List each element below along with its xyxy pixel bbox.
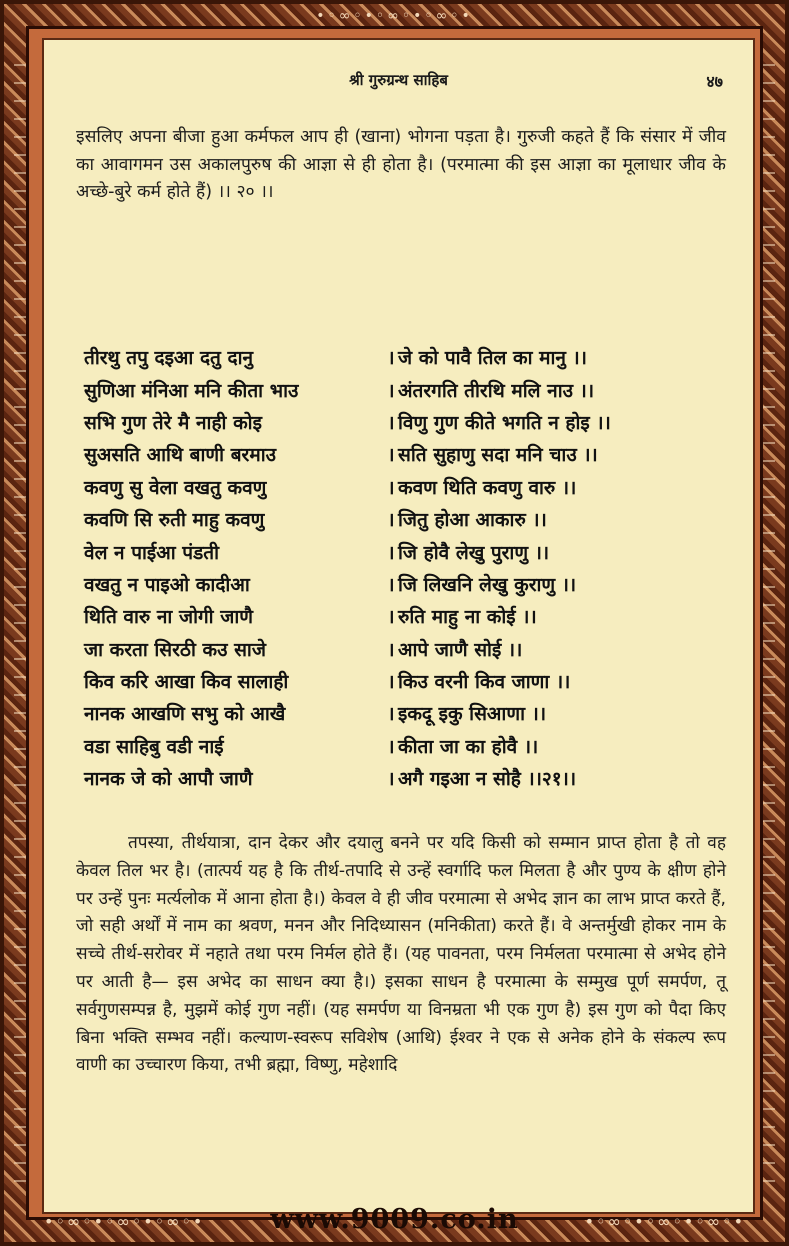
footer	[4, 1202, 785, 1238]
verse-line	[84, 568, 724, 600]
verse-line-left: सुअसति आथि बाणी बरमाउ	[84, 444, 277, 467]
verse-line-left: वखतु न पाइओ कादीआ	[84, 573, 250, 596]
website-url: www.9009.co.in	[270, 1204, 519, 1235]
verse-separator: ।	[387, 347, 395, 370]
verse-line	[84, 697, 724, 729]
top-ornament: •◦∞◦•◦∞◦•◦∞◦•	[316, 8, 473, 24]
verse-line	[84, 503, 724, 535]
verse-line	[84, 341, 724, 373]
verse-separator: ।	[387, 444, 395, 467]
verse-block	[84, 341, 724, 794]
book-page	[42, 38, 755, 1214]
verse-line-right: आपे जाणै सोई ।।	[398, 638, 523, 661]
verse-line	[84, 730, 724, 762]
verse-separator: ।	[387, 476, 395, 499]
paragraph-1: इसलिए अपना बीजा हुआ कर्मफल आप ही (खाना) भोगना पड़ता है। गुरुजी कहते हैं कि संसार में जीव का आवागमन उस अकालपुरुष की आज्ञा से ही होता है। (परमात्मा की इस आज्ञा का मूलाधार जीव के अच्छे-बुरे कर्म होते हैं) ।। २० ।।	[76, 127, 726, 202]
verse-line-left: कवणि सि रुती माहु कवणु	[84, 509, 265, 532]
footer-ornament-left: •◦∞◦•◦∞◦•◦∞◦•	[44, 1212, 205, 1231]
verse-separator: ।	[387, 606, 395, 629]
verse-line-right: जि होवै लेखु पुराणु ।।	[398, 541, 550, 564]
verse-line	[84, 762, 724, 794]
verse-line-left: सभि गुण तेरे मै नाही कोइ	[84, 411, 262, 434]
verse-line-left: कवणु सु वेला वखतु कवणु	[84, 476, 267, 499]
verse-line-right: अंतरगति तीरथि मलि नाउ ।।	[398, 379, 595, 402]
verse-line-left: जा करता सिरठी कउ साजे	[84, 638, 266, 661]
verse-separator: ।	[387, 509, 395, 532]
verse-line	[84, 665, 724, 697]
verse-line	[84, 406, 724, 438]
verse-line-right: किउ वरनी किव जाणा ।।	[398, 671, 571, 694]
footer-ornament-right: •◦∞◦•◦∞◦•◦∞◦•	[584, 1212, 745, 1231]
verse-separator: ।	[387, 735, 395, 758]
verse-separator: ।	[387, 411, 395, 434]
verse-line-right: कीता जा का होवै ।।	[398, 735, 539, 758]
verse-separator: ।	[387, 573, 395, 596]
verse-line-right: जे को पावै तिल का मानु ।।	[398, 347, 587, 370]
verse-line-left: थिति वारु ना जोगी जाणै	[84, 606, 253, 629]
verse-line-left: तीरथु तपु दइआ दतु दानु	[84, 347, 254, 370]
verse-line-left: वेल न पाईआ पंडती	[84, 541, 220, 564]
verse-line-right: सति सुहाणु सदा मनि चाउ ।।	[398, 444, 598, 467]
verse-line-left: नानक आखणि सभु को आखै	[84, 703, 286, 726]
page-header	[44, 70, 753, 96]
verse-line-left: सुणिआ मंनिआ मनि कीता भाउ	[84, 379, 299, 402]
verse-line-right: अगै गइआ न सोहै ।।२१।।	[398, 768, 577, 791]
verse-separator: ।	[387, 541, 395, 564]
verse-separator: ।	[387, 638, 395, 661]
paragraph-2: तपस्या, तीर्थयात्रा, दान देकर और दयालु बनने पर यदि किसी को सम्मान प्राप्त होता है तो वह केवल तिल भर है। (तात्पर्य यह है कि तीर्थ-तपादि से उन्हें स्वर्गादि फल मिलता है और पुण्य के क्षीण होने पर उन्हें पुनः मर्त्यलोक में आना होता है।) केवल वे ही जीव परमात्मा से अभेद ज्ञान का लाभ प्राप्त करते हैं, जो सही अर्थों में नाम का श्रवण, मनन और निदिध्यासन (मनिकीता) करते हैं। वे अन्तर्मुखी होकर नाम के सच्चे तीर्थ-सरोवर में नहाते तथा परम निर्मल होते हैं। (यह पावनता, परम निर्मलता परमात्मा से अभेद होने पर आती है— इस अभेद का साधन क्या है।) इसका साधन है परमात्मा के सम्मुख पूर्ण समर्पण, तू सर्वगुणसम्पन्न है, मुझमें कोई गुण नहीं। (यह समर्पण या विनम्रता भी एक गुण है) इस गुण को पैदा किए बिना भक्ति सम्भव नहीं। कल्याण-स्वरूप सविशेष (आथि) ईश्वर ने एक से अनेक होने के संकल्प रूप वाणी का उच्चारण किया, तभी ब्रह्मा, विष्णु, महेशादि	[76, 833, 726, 1076]
verse-line-left: नानक जे को आपौ जाणै	[84, 768, 253, 791]
verse-line-left: किव करि आखा किव सालाही	[84, 671, 289, 694]
page-number: ४७	[706, 72, 723, 91]
verse-line-right: जितु होआ आकारु ।।	[398, 509, 547, 532]
page-title: श्री गुरुग्रन्थ साहिब	[349, 71, 448, 89]
verse-line	[84, 600, 724, 632]
verse-line-right: इकदू इकु सिआणा ।।	[398, 703, 547, 726]
verse-line-right: रुति माहु ना कोई ।।	[398, 606, 537, 629]
verse-separator: ।	[387, 703, 395, 726]
verse-line-left: वडा साहिबु वडी नाई	[84, 735, 224, 758]
verse-line-right: विणु गुण कीते भगति न होइ ।।	[398, 411, 611, 434]
verse-separator: ।	[387, 768, 395, 791]
verse-line	[84, 373, 724, 405]
verse-separator: ।	[387, 379, 395, 402]
verse-line	[84, 633, 724, 665]
verse-line	[84, 535, 724, 567]
verse-line	[84, 471, 724, 503]
verse-line-right: जि लिखनि लेखु कुराणु ।।	[398, 573, 577, 596]
verse-line-right: कवण थिति कवणु वारु ।।	[398, 476, 577, 499]
verse-separator: ।	[387, 671, 395, 694]
verse-line	[84, 438, 724, 470]
